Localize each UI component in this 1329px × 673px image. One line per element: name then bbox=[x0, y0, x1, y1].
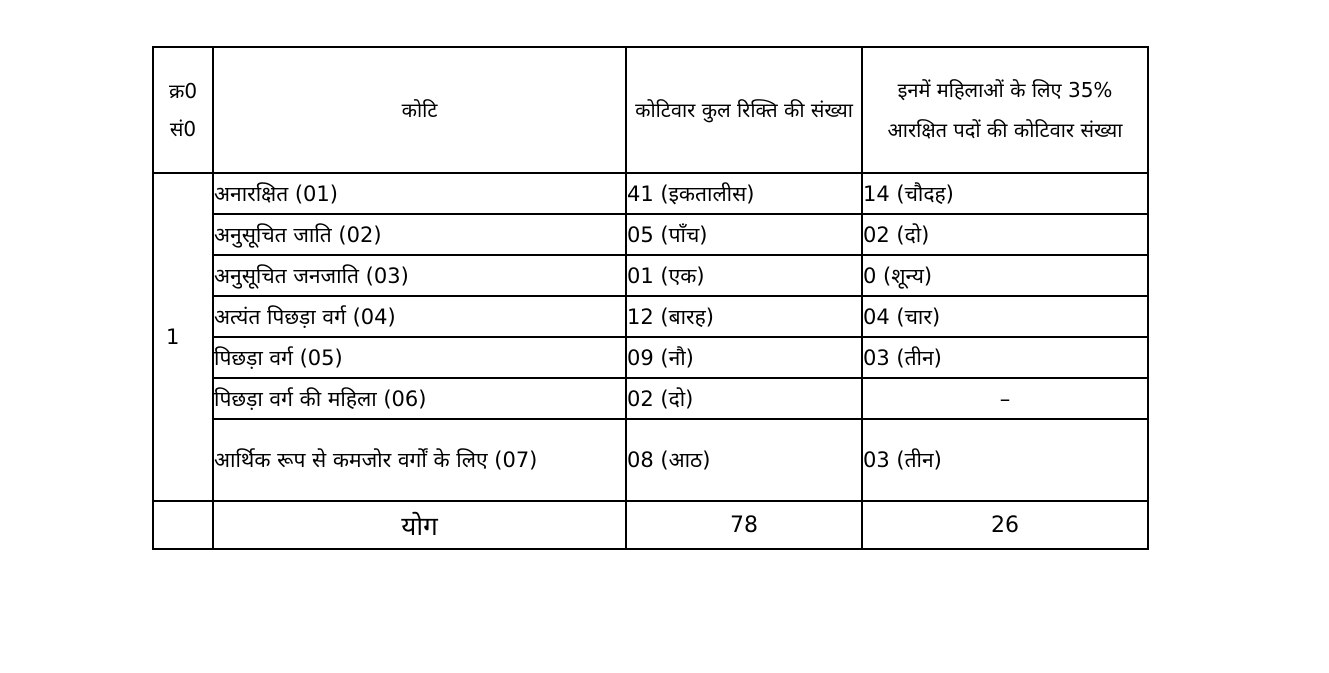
table-row bbox=[153, 255, 1148, 296]
vacancy-cell: 41 (इकतालीस) bbox=[626, 173, 862, 214]
table-header-row bbox=[153, 47, 1148, 173]
women-reserved-cell: – bbox=[862, 378, 1148, 419]
table-row bbox=[153, 378, 1148, 419]
total-label: योग bbox=[213, 501, 626, 549]
total-blank-cell bbox=[153, 501, 213, 549]
vacancy-cell: 05 (पाँच) bbox=[626, 214, 862, 255]
vacancy-cell: 08 (आठ) bbox=[626, 419, 862, 501]
table-row bbox=[153, 214, 1148, 255]
category-cell: पिछड़ा वर्ग की महिला (06) bbox=[213, 378, 626, 419]
header-women-reserved: इनमें महिलाओं के लिए 35% आरक्षित पदों की कोटिवार संख्या bbox=[862, 47, 1148, 173]
table-row bbox=[153, 419, 1148, 501]
total-vacancies: 78 bbox=[626, 501, 862, 549]
category-cell: आर्थिक रूप से कमजोर वर्गों के लिए (07) bbox=[213, 419, 626, 501]
table-row bbox=[153, 337, 1148, 378]
header-category: कोटि bbox=[213, 47, 626, 173]
header-serial: क्र0 सं0 bbox=[153, 47, 213, 173]
women-reserved-cell: 14 (चौदह) bbox=[862, 173, 1148, 214]
vacancy-cell: 02 (दो) bbox=[626, 378, 862, 419]
total-women-reserved: 26 bbox=[862, 501, 1148, 549]
header-total-vacancies: कोटिवार कुल रिक्ति की संख्या bbox=[626, 47, 862, 173]
category-cell: अनारक्षित (01) bbox=[213, 173, 626, 214]
women-reserved-cell: 03 (तीन) bbox=[862, 419, 1148, 501]
total-row bbox=[153, 501, 1148, 549]
women-reserved-cell: 02 (दो) bbox=[862, 214, 1148, 255]
vacancy-cell: 12 (बारह) bbox=[626, 296, 862, 337]
vacancy-cell: 09 (नौ) bbox=[626, 337, 862, 378]
category-cell: अनुसूचित जाति (02) bbox=[213, 214, 626, 255]
table-row bbox=[153, 296, 1148, 337]
women-reserved-cell: 03 (तीन) bbox=[862, 337, 1148, 378]
vacancy-table bbox=[152, 46, 1149, 550]
women-reserved-cell: 04 (चार) bbox=[862, 296, 1148, 337]
category-cell: अनुसूचित जनजाति (03) bbox=[213, 255, 626, 296]
serial-number: 1 bbox=[153, 173, 213, 501]
table-row bbox=[153, 173, 1148, 214]
category-cell: पिछड़ा वर्ग (05) bbox=[213, 337, 626, 378]
vacancy-cell: 01 (एक) bbox=[626, 255, 862, 296]
women-reserved-cell: 0 (शून्य) bbox=[862, 255, 1148, 296]
category-cell: अत्यंत पिछड़ा वर्ग (04) bbox=[213, 296, 626, 337]
